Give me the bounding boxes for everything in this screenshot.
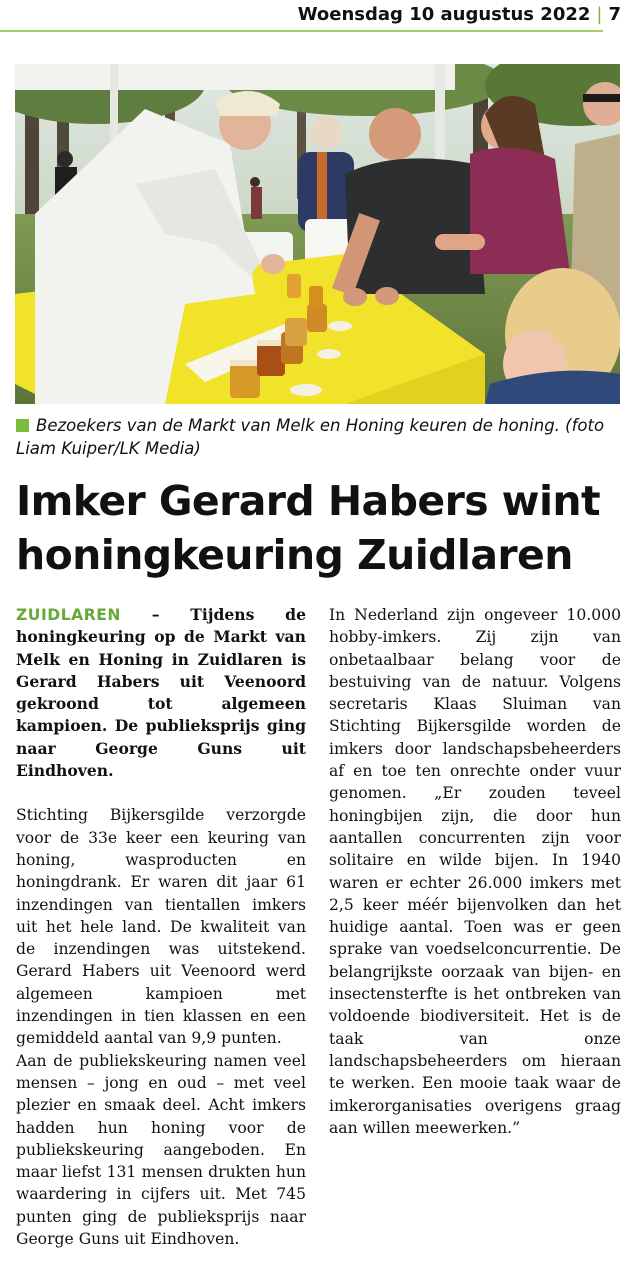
caption-text: Bezoekers van de Markt van Melk en Honing keuren de honing. (foto Liam Kuiper/LK Media) <box>16 416 605 458</box>
page-number: 7 <box>608 4 621 25</box>
issue-date: Woensdag 10 augustus 2022 <box>297 4 591 25</box>
headline-line-1: Imker Gerard Habers wint <box>16 477 600 525</box>
article-column-left <box>16 604 306 1250</box>
header-rule <box>0 30 603 32</box>
article-lead <box>16 604 306 782</box>
article-paragraph-3: In Nederland zijn ongeveer 10.000 hobby-imkers. Zij zijn van onbetaalbaar belang voor de bestuiving van de natuur. Volgens secretaris Klaas Sluiman van Stichting Bijkersgilde worden de imkers door landschapsbeheerders af en toe ten onrechte onder vuur genomen. „Er zouden teveel honingbijen zijn, die door hun aantallen concurrenten zijn voor solitaire en wilde bijen. In 1940 waren er echter 26.000 imkers met 2,5 keer méér bijenvolken dan het huidige aantal. Toen was er geen sprake van voedselconcurrentie. De belangrijkste oorzaak van bijen- en insectensterfte is het ontbreken van voldoende biodiversiteit. Het is de taak van onze landschapsbeheerders om hieraan te werken. Een mooie taak waar de imkerorganisaties overigens graag aan willen meewerken.” <box>329 606 621 1137</box>
headline-line-2: honingkeuring Zuidlaren <box>16 531 573 579</box>
article-column-right <box>329 604 621 1139</box>
article-paragraph-2: Aan de publiekskeuring namen veel mensen – jong en oud – met veel plezier en smaak deel. Acht imkers hadden hun honing voor de publiekskeuring aangeboden. En maar liefst 131 mensen drukten hun waardering in cijfers uit. Met 745 punten ging de publieksprijs naar George Guns uit Eindhoven. <box>16 1051 306 1249</box>
article-headline <box>16 474 626 582</box>
header-separator: | <box>596 4 603 25</box>
page-header <box>0 0 637 32</box>
photo-caption <box>16 414 611 460</box>
caption-bullet <box>16 419 29 432</box>
article-dateline: ZUIDLAREN <box>16 606 121 624</box>
honey-tasting-photo <box>15 64 620 404</box>
lead-text: – Tijdens de honingkeuring op de Markt van Melk en Honing in Zuidlaren is Gerard Habers uit Veenoord gekroond tot algemeen kampioen. De publieksprijs ging naar George Guns uit Eindhoven. <box>16 605 306 781</box>
header-dateline <box>298 4 621 25</box>
article-paragraph-1: Stichting Bijkersgilde verzorgde voor de 33e keer een keuring van honing, wasproducten en honingdrank. Er waren dit jaar 61 inzendingen van tientallen imkers uit het hele land. De kwaliteit van de inzendingen was uitstekend. Gerard Habers uit Veenoord werd algemeen kampioen met inzendingen in tien klassen en een gemiddeld aantal van 9,9 punten. <box>16 806 306 1048</box>
